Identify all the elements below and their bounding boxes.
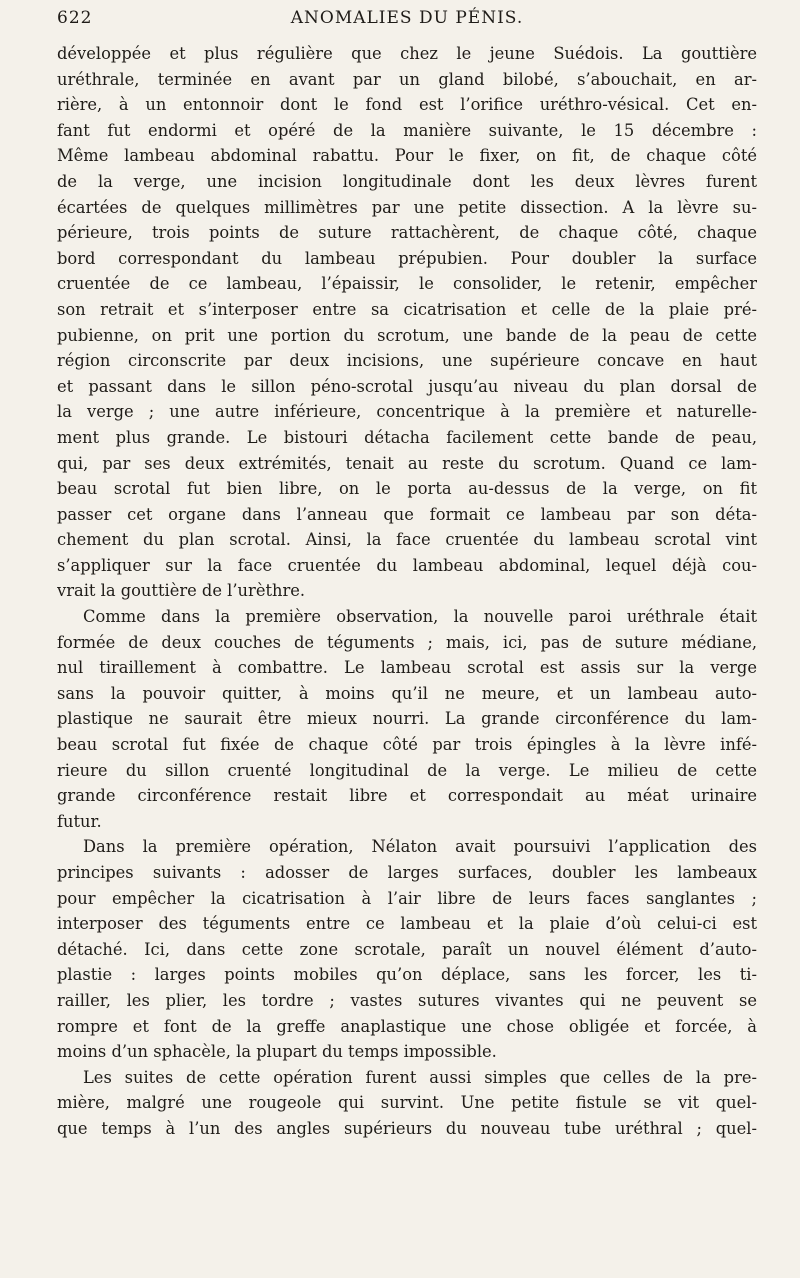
text-line: rière, à un entonnoir dont le fond est l’orifice uréthro-vésical. Cet en- <box>57 95 757 115</box>
text-line: interposer des téguments entre ce lambeau et la plaie d’où celui-ci est <box>57 914 757 934</box>
text-line: qui, par ses deux extrémités, tenait au reste du scrotum. Quand ce lam- <box>57 453 757 473</box>
text-line: plastique ne saurait être mieux nourri. La grande circonférence du lam- <box>57 709 757 729</box>
text-line: son retrait et s’interposer entre sa cicatrisation et celle de la plaie pré- <box>57 299 757 319</box>
running-title: ANOMALIES DU PÉNIS. <box>290 8 524 28</box>
text-line: écartées de quelques millimètres par une petite dissection. A la lèvre su- <box>57 197 757 217</box>
text-line: vrait la gouttière de l’urèthre. <box>57 581 306 601</box>
text-line: la verge ; une autre inférieure, concentrique à la première et naturelle- <box>57 402 757 422</box>
text-line: s’appliquer sur la face cruentée du lambeau abdominal, lequel déjà cou- <box>57 555 757 575</box>
text-line: chement du plan scrotal. Ainsi, la face cruentée du lambeau scrotal vint <box>57 530 757 550</box>
text-line: moins d’un sphacèle, la plupart du temps impossible. <box>57 1042 497 1062</box>
text-line: ment plus grande. Le bistouri détacha facilement cette bande de peau, <box>57 427 757 447</box>
text-line: rieure du sillon cruenté longitudinal de la verge. Le milieu de cette <box>57 760 757 780</box>
text-line: Les suites de cette opération furent aussi simples que celles de la pre- <box>83 1067 757 1087</box>
text-line: passer cet organe dans l’anneau que formait ce lambeau par son déta- <box>57 504 757 524</box>
text-line: que temps à l’un des angles supérieurs du nouveau tube uréthral ; quel- <box>57 1118 757 1138</box>
text-line: cruentée de ce lambeau, l’épaissir, le consolider, le retenir, empêcher <box>57 274 757 294</box>
text-line: Comme dans la première observation, la nouvelle paroi uréthrale était <box>83 607 757 627</box>
body-text <box>57 41 757 1142</box>
page-number: 622 <box>57 8 93 28</box>
text-line: pour empêcher la cicatrisation à l’air libre de leurs faces sanglantes ; <box>57 888 757 908</box>
text-line: railler, les plier, les tordre ; vastes sutures vivantes qui ne peuvent se <box>57 990 757 1010</box>
text-line: uréthrale, terminée en avant par un gland bilobé, s’abouchait, en ar- <box>57 69 757 89</box>
text-line: futur. <box>57 811 102 831</box>
text-line: rompre et font de la greffe anaplastique une chose obligée et forcée, à <box>57 1016 757 1036</box>
text-line: détaché. Ici, dans cette zone scrotale, paraît un nouvel élément d’auto- <box>57 939 757 959</box>
text-line: développée et plus régulière que chez le jeune Suédois. La gouttière <box>57 44 757 63</box>
text-line: périeure, trois points de suture rattachèrent, de chaque côté, chaque <box>57 223 757 243</box>
text-line: Dans la première opération, Nélaton avait poursuivi l’application des <box>83 837 757 857</box>
text-line: nul tiraillement à combattre. Le lambeau scrotal est assis sur la verge <box>57 658 757 678</box>
page-header <box>57 8 757 34</box>
text-line: beau scrotal fut bien libre, on le porta au-dessus de la verge, on fit <box>57 479 757 499</box>
text-line: bord correspondant du lambeau prépubien. Pour doubler la surface <box>57 248 757 268</box>
text-line: fant fut endormi et opéré de la manière suivante, le 15 décembre : <box>57 120 757 140</box>
text-line: formée de deux couches de téguments ; mais, ici, pas de suture médiane, <box>57 632 757 652</box>
text-line: et passant dans le sillon péno-scrotal jusqu’au niveau du plan dorsal de <box>57 376 757 396</box>
text-line: principes suivants : adosser de larges surfaces, doubler les lambeaux <box>57 863 757 882</box>
text-line: beau scrotal fut fixée de chaque côté par trois épingles à la lèvre infé- <box>57 735 757 755</box>
text-line: Même lambeau abdominal rabattu. Pour le fixer, on fit, de chaque côté <box>57 146 757 166</box>
text-line: de la verge, une incision longitudinale dont les deux lèvres furent <box>57 171 757 191</box>
text-line: grande circonférence restait libre et correspondait au méat urinaire <box>57 786 757 806</box>
text-line: sans la pouvoir quitter, à moins qu’il ne meure, et un lambeau auto- <box>57 683 757 703</box>
text-line: région circonscrite par deux incisions, une supérieure concave en haut <box>57 351 757 371</box>
text-line: plastie : larges points mobiles qu’on déplace, sans les forcer, les ti- <box>57 965 757 985</box>
text-line: mière, malgré une rougeole qui survint. Une petite fistule se vit quel- <box>57 1093 757 1113</box>
text-line: pubienne, on prit une portion du scrotum, une bande de la peau de cette <box>57 325 757 345</box>
